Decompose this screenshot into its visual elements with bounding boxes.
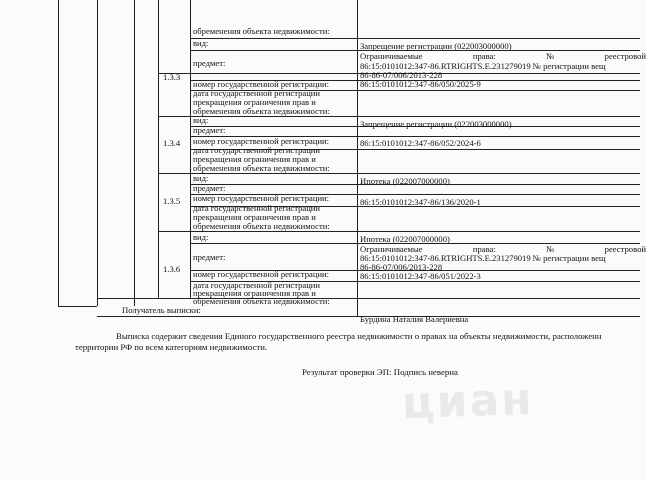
cell-value: 86:15:0101012:347-86/050/2025-9	[360, 79, 481, 89]
text-fragment: реестровой	[604, 51, 646, 61]
cell-value: 86:15:0101012:347-86/052/2024-6	[360, 138, 481, 148]
row-number: 1.3.5	[163, 196, 181, 206]
recipient-label: Получатель выписки:	[122, 305, 201, 315]
table-border	[357, 0, 358, 316]
cell-label: обременения объекта недвижимости:	[193, 106, 330, 116]
cell-value: Ипотека (022007000000)	[360, 176, 450, 186]
text-fragment: №	[546, 244, 555, 254]
text-fragment: Ограничиваемые	[360, 51, 423, 61]
cell-value: 86:15:0101012:347-86/136/2020-1	[360, 197, 481, 207]
cell-label: предмет:	[193, 58, 226, 68]
cell-label: номер государственной регистрации:	[193, 193, 330, 203]
cell-label: номер государственной регистрации:	[193, 79, 330, 89]
cell-label: вид:	[193, 173, 209, 183]
cell-label: вид:	[193, 232, 209, 242]
row-number: 1.3.6	[163, 264, 181, 274]
cell-value: 86-86-07/006/2013-228	[360, 70, 443, 80]
cell-label: вид:	[193, 115, 209, 125]
cell-value: Ипотека (022007000000)	[360, 234, 450, 244]
cell-value	[360, 52, 646, 61]
table-border	[58, 306, 97, 307]
text-fragment: Ограничиваемые	[360, 244, 423, 254]
table-border	[190, 38, 640, 39]
cell-label: прекращения ограничения прав и	[193, 97, 316, 107]
table-border	[134, 0, 135, 306]
cell-label: обременения объекта недвижимости:	[193, 221, 330, 231]
cell-label: предмет:	[193, 183, 226, 193]
table-border	[97, 298, 640, 299]
cell-label: обременения объекта недвижимости:	[193, 296, 330, 306]
table-border	[158, 0, 159, 298]
cell-label: вид:	[193, 38, 209, 48]
text-fragment: реестровой	[604, 244, 646, 254]
cell-label: обременения объекта недвижимости:	[193, 26, 330, 36]
row-number: 1.3.4	[163, 138, 181, 148]
table-border	[58, 0, 59, 306]
cell-value: 86:15:0101012:347-86/051/2022-3	[360, 271, 481, 281]
cell-label: прекращения ограничения прав и	[193, 288, 316, 298]
cell-label: дата государственной регистрации	[193, 88, 321, 98]
cell-label: обременения объекта недвижимости:	[193, 163, 330, 173]
text-fragment: права:	[472, 51, 496, 61]
cell-label: прекращения ограничения прав и	[193, 212, 316, 222]
notice-text: территории РФ по всем категориям недвижимости.	[75, 342, 268, 352]
cell-label: номер государственной регистрации:	[193, 136, 330, 146]
cell-label: номер государственной регистрации:	[193, 269, 330, 279]
cell-label: предмет:	[193, 252, 226, 262]
cell-value: 86:15:0101012:347-86.RTRIGHTS.E.231279019 № регистрации вещ	[360, 61, 606, 71]
cell-value: 86-86-07/006/2013-228	[360, 262, 443, 272]
cell-value: Запрещение регистрации (022003000000)	[360, 41, 512, 51]
cell-label: дата государственной регистрации	[193, 203, 321, 213]
notice-text: Выписка содержит сведения Единого государственного реестра недвижимости о правах на объекты недвижимости, расположенн	[116, 331, 602, 341]
cell-label: предмет:	[193, 125, 226, 135]
cell-label: прекращения ограничения прав и	[193, 154, 316, 164]
text-fragment: права:	[472, 244, 496, 254]
row-number: 1.3.3	[163, 72, 181, 82]
text-fragment: №	[546, 51, 555, 61]
cell-label: дата государственной регистрации	[193, 280, 321, 290]
cell-value: 86:15:0101012:347-86.RTRIGHTS.E.231279019 № регистрации вещ	[360, 253, 606, 263]
watermark-logo: циан	[401, 373, 535, 430]
table-border	[97, 0, 98, 306]
signature-check-result: Результат проверки ЭП: Подпись неверна	[302, 367, 458, 377]
cell-label: дата государственной регистрации	[193, 145, 321, 155]
recipient-value: Бурдина Наталия Валериевна	[360, 314, 469, 324]
cell-value: Запрещение регистрации (022003000000)	[360, 119, 512, 129]
